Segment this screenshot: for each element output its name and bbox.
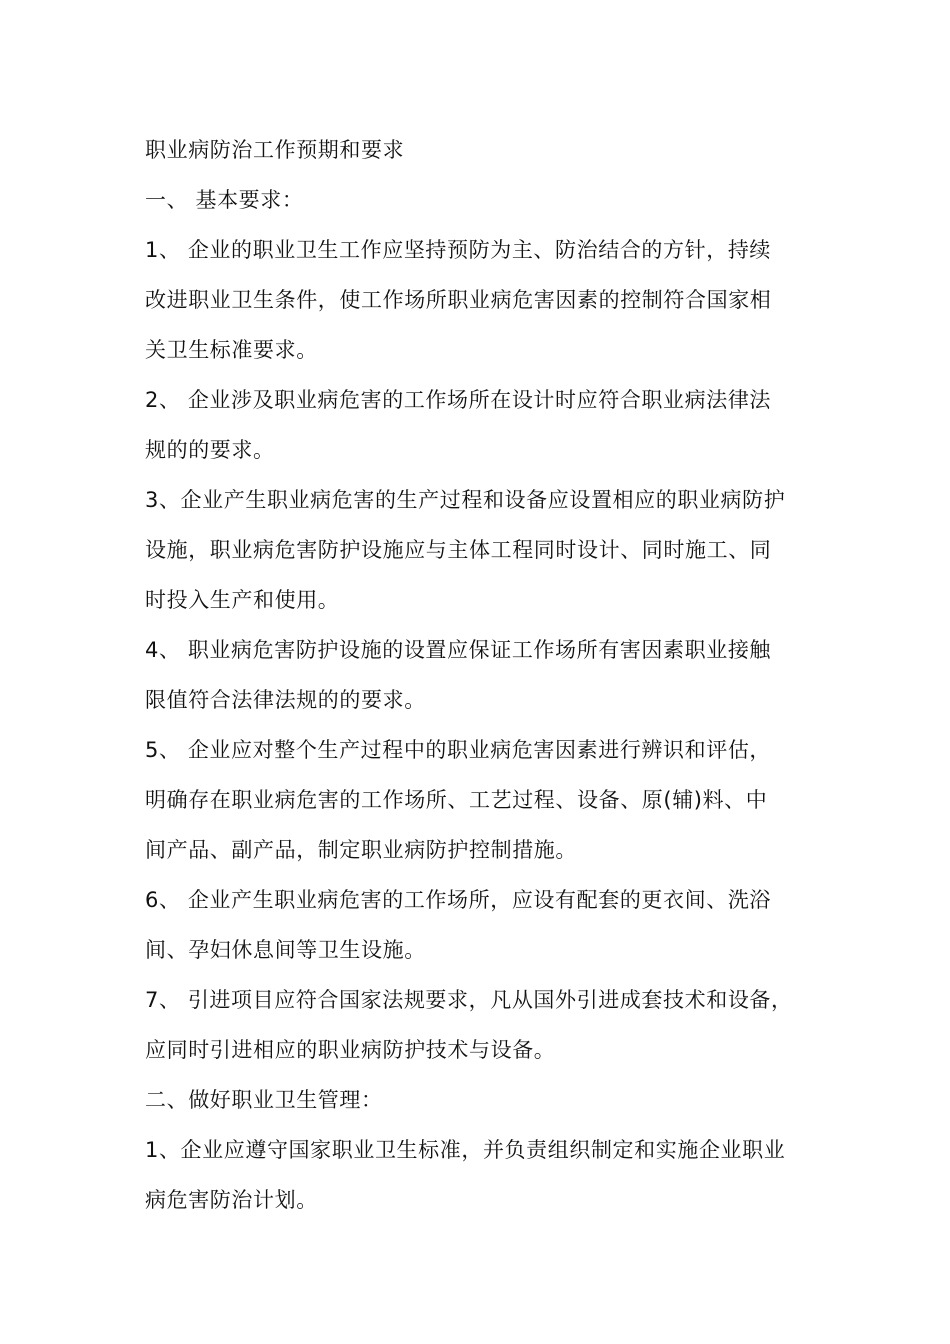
text-line: 时投入生产和使用。 — [145, 588, 340, 612]
text-line: 2、 企业涉及职业病危害的工作场所在设计时应符合职业病法律法 — [145, 388, 772, 412]
text-line: 4、 职业病危害防护设施的设置应保证工作场所有害因素职业接触 — [145, 638, 772, 662]
text-line: 7、 引进项目应符合国家法规要求，凡从国外引进成套技术和设备， — [145, 988, 793, 1012]
section-heading: 一、 基本要求： — [145, 188, 304, 212]
section-heading: 二、做好职业卫生管理： — [145, 1088, 383, 1112]
text-line: 应同时引进相应的职业病防护技术与设备。 — [145, 1038, 556, 1062]
text-line: 关卫生标准要求。 — [145, 338, 318, 362]
text-line: 1、 企业的职业卫生工作应坚持预防为主、防治结合的方针，持续 — [145, 238, 772, 262]
text-line: 3、企业产生职业病危害的生产过程和设备应设置相应的职业病防护 — [145, 488, 786, 512]
text-line: 6、 企业产生职业病危害的工作场所，应设有配套的更衣间、洗浴 — [145, 888, 772, 912]
text-line: 明确存在职业病危害的工作场所、工艺过程、设备、原(辅)料、中 — [145, 788, 768, 812]
text-line: 病危害防治计划。 — [145, 1188, 318, 1212]
text-line: 设施，职业病危害防护设施应与主体工程同时设计、同时施工、同 — [145, 538, 772, 562]
text-line: 改进职业卫生条件，使工作场所职业病危害因素的控制符合国家相 — [145, 288, 772, 312]
document-title: 职业病防治工作预期和要求 — [145, 138, 405, 162]
text-line: 5、 企业应对整个生产过程中的职业病危害因素进行辨识和评估， — [145, 738, 772, 762]
text-line: 间、孕妇休息间等卫生设施。 — [145, 938, 426, 962]
text-line: 1、企业应遵守国家职业卫生标准，并负责组织制定和实施企业职业 — [145, 1138, 786, 1162]
text-line: 规的的要求。 — [145, 438, 275, 462]
text-line: 间产品、副产品，制定职业病防护控制措施。 — [145, 838, 577, 862]
text-line: 限值符合法律法规的的要求。 — [145, 688, 426, 712]
